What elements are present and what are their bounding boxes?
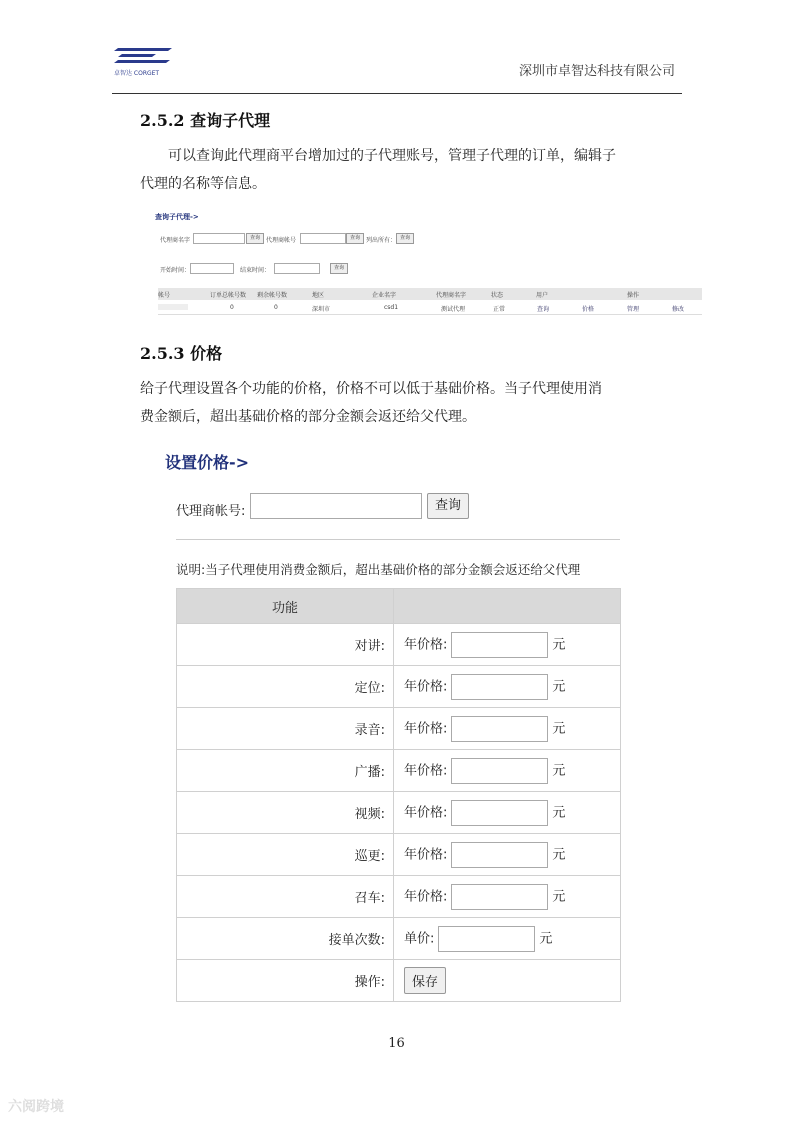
unit-label: 元 <box>552 805 566 820</box>
price-label: 年价格: <box>404 847 448 862</box>
agent-name-input[interactable] <box>193 233 245 244</box>
paragraph-253-line1: 给子代理设置各个功能的价格，价格不可以低于基础价格。当子代理使用消 <box>140 381 602 397</box>
paragraph-253-line2: 费金额后，超出基础价格的部分金额会返还给父代理。 <box>140 409 476 425</box>
price-label: 年价格: <box>404 763 448 778</box>
table-row <box>177 792 621 834</box>
row-label-intercom: 对讲: <box>177 624 394 666</box>
table-row <box>177 876 621 918</box>
col-remaining: 剩余帐号数 <box>257 292 288 299</box>
paragraph-252-line1: 可以查询此代理商平台增加过的子代理账号，管理子代理的订单，编辑子 <box>168 148 616 164</box>
cell-agent-name: 测试代理 <box>441 306 466 313</box>
row-label-location: 定位: <box>177 666 394 708</box>
time-query-button[interactable]: 查询 <box>330 263 348 274</box>
paragraph-252-line2: 代理的名称等信息。 <box>140 176 266 192</box>
agent-account-label: 代理商帐号: <box>176 504 246 519</box>
price-table <box>176 588 621 1002</box>
query-button[interactable]: 查询 <box>427 493 469 519</box>
set-price-screenshot <box>160 445 630 1005</box>
price-table-header <box>177 589 621 624</box>
agent-account-input[interactable] <box>250 493 422 519</box>
agent-account-label: 代理商帐号 <box>266 237 297 244</box>
location-price-input[interactable] <box>451 674 548 700</box>
unit-label: 元 <box>552 679 566 694</box>
unit-label: 元 <box>552 637 566 652</box>
agent-account-input[interactable] <box>300 233 346 244</box>
col-user: 用户 <box>536 292 549 299</box>
table-row <box>177 666 621 708</box>
section-heading-252: 2.5.2 查询子代理 <box>140 111 271 130</box>
order-count-price-input[interactable] <box>438 926 535 952</box>
save-button[interactable]: 保存 <box>404 967 446 994</box>
shot1-table-header <box>158 288 702 300</box>
header-divider <box>112 93 682 94</box>
unit-price-label: 单价: <box>404 931 435 946</box>
set-price-title: 设置价格-> <box>165 453 250 472</box>
col-company: 企业名字 <box>372 292 397 299</box>
section-heading-253: 2.5.3 价格 <box>140 344 223 363</box>
table-row <box>177 834 621 876</box>
row-label-order-count: 接单次数: <box>177 918 394 960</box>
unit-label: 元 <box>552 721 566 736</box>
price-note: 说明:当子代理使用消费金额后，超出基础价格的部分金额会返还给父代理 <box>176 562 581 577</box>
price-label: 年价格: <box>404 721 448 736</box>
recording-price-input[interactable] <box>451 716 548 742</box>
unit-label: 元 <box>552 889 566 904</box>
cell-order-total: 0 <box>230 304 234 311</box>
page-number: 16 <box>388 1036 405 1051</box>
cell-status: 正常 <box>493 306 506 313</box>
price-label: 年价格: <box>404 805 448 820</box>
price-label: 年价格: <box>404 637 448 652</box>
start-time-input[interactable] <box>190 263 234 274</box>
col-account: 帐号 <box>158 292 171 299</box>
table-row <box>177 624 621 666</box>
col-order-total: 订单总帐号数 <box>210 292 247 299</box>
unit-label: 元 <box>539 931 553 946</box>
patrol-price-input[interactable] <box>451 842 548 868</box>
start-time-label: 开始时间： <box>160 267 191 274</box>
col-agent-name: 代理商名字 <box>436 292 467 299</box>
agent-account-query-button[interactable]: 查询 <box>346 233 364 244</box>
cell-company: csd1 <box>384 304 399 311</box>
query-link[interactable]: 查询 <box>537 306 550 313</box>
col-action: 操作 <box>627 292 640 299</box>
unit-label: 元 <box>552 763 566 778</box>
cell-region: 深圳市 <box>312 306 331 313</box>
account-blurred <box>158 304 188 310</box>
watermark: 六阅跨境 <box>8 1099 64 1115</box>
agent-name-label: 代理商名字 <box>160 237 191 244</box>
company-logo <box>112 40 178 80</box>
taxi-price-input[interactable] <box>451 884 548 910</box>
query-subagent-screenshot <box>150 208 702 316</box>
header-empty <box>394 589 621 624</box>
list-all-label: 列出所有： <box>366 237 397 244</box>
row-label-taxi: 召车: <box>177 876 394 918</box>
list-all-query-button[interactable]: 查询 <box>396 233 414 244</box>
edit-link[interactable]: 修改 <box>672 306 685 313</box>
price-label: 年价格: <box>404 889 448 904</box>
broadcast-price-input[interactable] <box>451 758 548 784</box>
end-time-label: 结束时间： <box>240 267 271 274</box>
table-row <box>158 302 702 315</box>
table-row <box>177 708 621 750</box>
col-region: 地区 <box>312 292 325 299</box>
table-row <box>177 750 621 792</box>
video-price-input[interactable] <box>451 800 548 826</box>
logo-text: 卓智达 CORGET <box>114 70 160 77</box>
table-row <box>177 918 621 960</box>
header-function: 功能 <box>177 589 394 624</box>
shot1-title: 查询子代理-> <box>155 213 199 221</box>
end-time-input[interactable] <box>274 263 320 274</box>
divider <box>176 539 620 540</box>
row-label-recording: 录音: <box>177 708 394 750</box>
agent-name-query-button[interactable]: 查询 <box>246 233 264 244</box>
price-label: 年价格: <box>404 679 448 694</box>
row-label-video: 视频: <box>177 792 394 834</box>
col-status: 状态 <box>491 292 504 299</box>
manage-link[interactable]: 管理 <box>627 306 640 313</box>
table-row <box>177 960 621 1002</box>
row-label-action: 操作: <box>177 960 394 1002</box>
intercom-price-input[interactable] <box>451 632 548 658</box>
cell-remaining: 0 <box>274 304 278 311</box>
row-label-patrol: 巡更: <box>177 834 394 876</box>
company-name: 深圳市卓智达科技有限公司 <box>518 64 675 79</box>
row-label-broadcast: 广播: <box>177 750 394 792</box>
price-link[interactable]: 价格 <box>582 306 595 313</box>
unit-label: 元 <box>552 847 566 862</box>
